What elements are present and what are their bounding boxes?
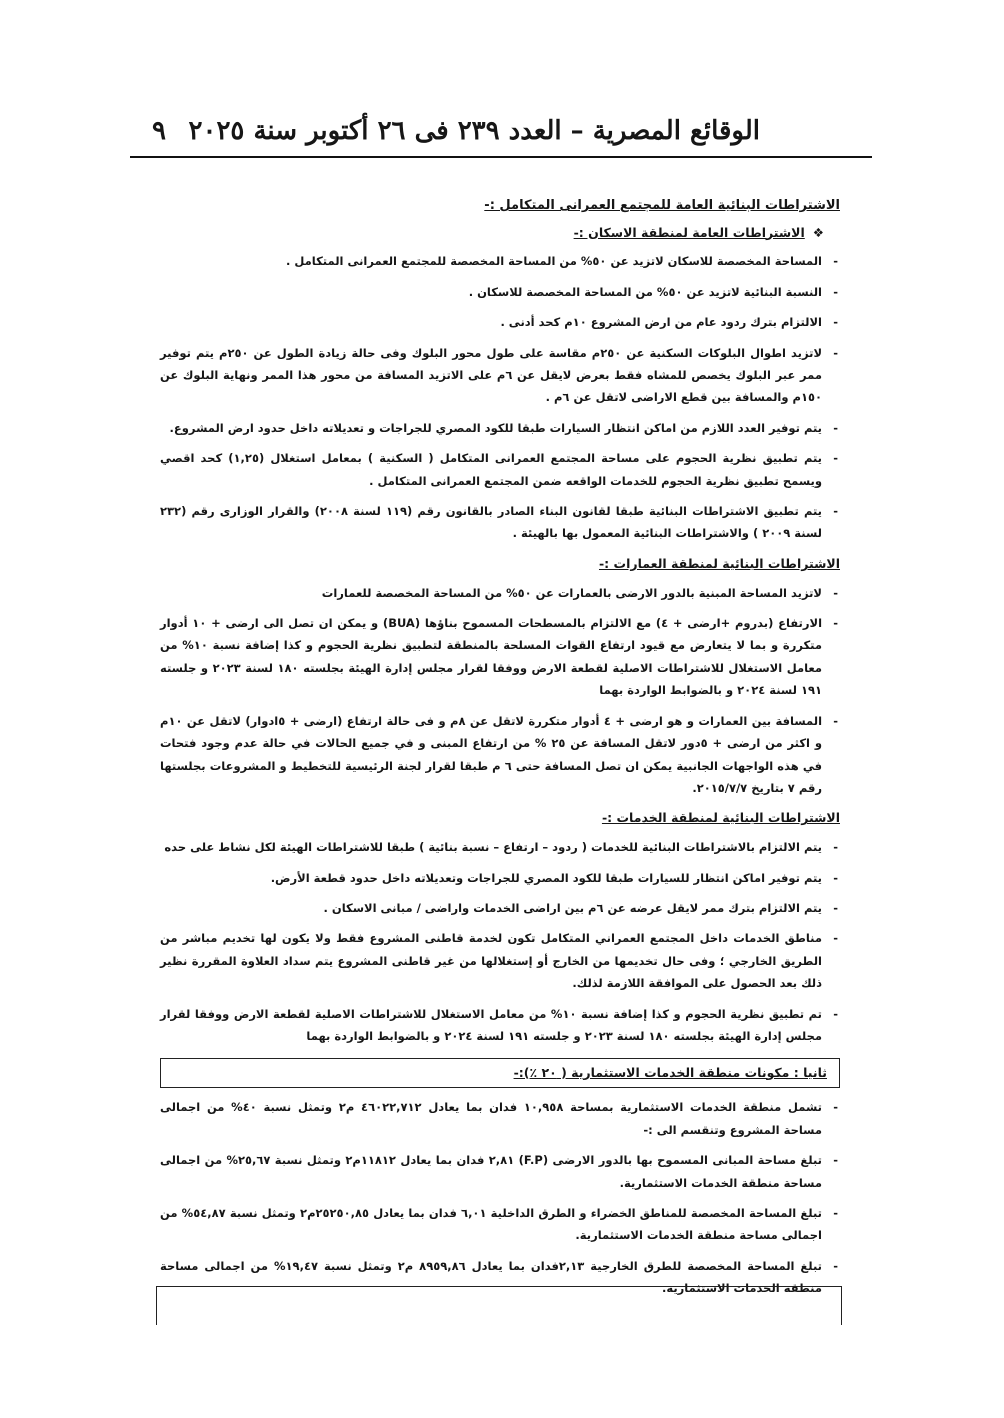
housing-conditions-list (160, 250, 840, 545)
list-item: - يتم الالتزام بترك ممر لايقل عرضه عن ٦م بين اراضى الخدمات واراضى / مبانى الاسكان . (160, 897, 840, 919)
list-item: - تم تطبيق نظرية الحجوم و كذا إضافة نسبة ١٠% من معامل الاستغلال للاشتراطات الاصلية لقطعة الارض ووفقا لقرار مجلس إدارة الهيئة بجلسته ١٨٠ لسنة ٢٠٢٣ و جلسته ١٩١ لسنة ٢٠٢٤ و بالضوابط الواردة بهما (160, 1003, 840, 1048)
investment-services-title: ثانيا : مكونات منطقة الخدمات الاستثمارية ( ٢٠ ٪):- (160, 1058, 840, 1089)
gazette-header-title: الوقائع المصرية – العدد ٢٣٩ فى ٢٦ أكتوبر سنة ٢٠٢٥ (188, 116, 760, 146)
list-item: - المساحة المخصصة للاسكان لاتزيد عن ٥٠% من المساحة المخصصة للمجتمع العمرانى المتكامل . (160, 250, 840, 272)
services-conditions-list (160, 836, 840, 1047)
buildings-section-title: الاشتراطات البنائية لمنطقة العمارات :- (598, 555, 840, 571)
housing-section-title (160, 224, 824, 243)
diamond-bullet-icon: ❖ (812, 224, 824, 240)
buildings-conditions-list (160, 582, 840, 800)
list-item: - تبلغ المساحة المخصصة للمناطق الخضراء و الطرق الداخلية ٦,٠١ فدان بما يعادل ٢٥٢٥٠,٨٥م٢ وتمثل نسبة ٥٤,٨٧% من اجمالى مساحة منطقة الخدمات الاستثمارية. (160, 1202, 840, 1247)
investment-services-list (160, 1096, 840, 1299)
list-item: - يتم الالتزام بالاشتراطات البنائية للخدمات ( ردود – ارتفاع – نسبة بنائية ) طبقا للاشتراطات الهيئة لكل نشاط على حده (160, 836, 840, 858)
page-header (130, 108, 872, 158)
list-item: - يتم تطبيق نظرية الحجوم على مساحة المجتمع العمرانى المتكامل ( السكنية ) بمعامل استغلال (١,٢٥) كحد اقصي ويسمح تطبيق نظرية الحجوم للخدمات الواقعه ضمن المجتمع العمرانى المتكامل . (160, 447, 840, 492)
document-body (160, 196, 840, 1310)
list-item: - لاتزيد اطوال البلوكات السكنية عن ٢٥٠م مقاسة على طول محور البلوك وفى حالة زيادة الطول عن ٢٥٠م يتم توفير ممر عبر البلوك يخصص للمشاه فقط بعرض لايقل عن ٦م على الاتزيد المسافة من محور هذا الممر ونهاية البلوك عن ١٥٠م والمسافة بين قطع الاراضى لاتقل عن ٦م . (160, 342, 840, 409)
list-item: - يتم توفير اماكن انتظار للسيارات طبقا للكود المصري للجراجات وتعديلاته داخل حدود قطعة الأرض. (160, 867, 840, 889)
list-item: - الارتفاع (بدروم +ارضى + ٤) مع الالتزام بالمسطحات المسموح بناؤها (BUA) و يمكن ان تصل الى ارضى + ١٠ أدوار متكررة و بما لا يتعارض مع قيود ارتفاع القوات المسلحة بالمنطقة لتطبيق نظرية الحجوم و كذا إضافة نسبة ١٠% من معامل الاستغلال للاشتراطات الاصلية لقطعة الارض ووفقا لقرار مجلس إدارة الهيئة بجلسته ١٨٠ لسنة ٢٠٢٣ و جلسته ١٩١ لسنة ٢٠٢٤ و بالضوابط الواردة بهما (160, 612, 840, 702)
list-item: - تبلغ المساحة المخصصة للطرق الخارجية ٢,١٣فدان بما يعادل ٨٩٥٩,٨٦ م٢ وتمثل نسبة ١٩,٤٧% من اجمالى مساحة منطقة الخدمات الاستثمارية. (160, 1255, 840, 1300)
list-item: - تشمل منطقة الخدمات الاستثمارية بمساحة ١٠,٩٥٨ فدان بما يعادل ٤٦٠٢٢,٧١٢ م٢ وتمثل نسبة ٤٠% من اجمالى مساحة المشروع وتنقسم الى :- (160, 1096, 840, 1141)
services-section-title: الاشتراطات البنائية لمنطقة الخدمات :- (601, 810, 840, 826)
list-item: - الالتزام بترك ردود عام من ارض المشروع ١٠م كحد أدنى . (160, 311, 840, 333)
housing-section-title-text: الاشتراطات العامة لمنطقة الاسكان :- (573, 224, 805, 240)
list-item: - المسافة بين العمارات و هو ارضى + ٤ أدوار متكررة لاتقل عن ٨م و فى حالة ارتفاع (ارضى + ٥ادوار) لاتقل عن ١٠م و اكثر من ارضى + ٥دور لاتقل المسافة عن ٢٥ % من ارتفاع المبنى و في جميع الحالات في حالة عدم وجود فتحات في هذه الواجهات الجانبية يمكن ان تصل المسافة حتى ٦ م طبقا لقرار لجنة الرئيسية للتخطيط و المشروعات بجلستها رقم ٧ بتاريخ ٢٠١٥/٧/٧. (160, 710, 840, 800)
list-item: - مناطق الخدمات داخل المجتمع العمراني المتكامل تكون لخدمة قاطنى المشروع فقط ولا يكون لها تخديم مباشر من الطريق الخارجي ؛ وفى حال تخديمها من الخارج أو إستغلالها من غير قاطنى المشروع يتم سداد العلاوة المقررة نظير ذلك بعد الحصول على الموافقة اللازمة لذلك. (160, 927, 840, 994)
page-number: ٩ (152, 116, 166, 146)
bottom-table-frame (156, 1286, 842, 1325)
list-item: - يتم تطبيق الاشتراطات البنائية طبقا لقانون البناء الصادر بالقانون رقم (١١٩ لسنة ٢٠٠٨) والقرار الوزارى رقم (٢٣٢ لسنة ٢٠٠٩ ) والاشتراطات البنائية المعمول بها بالهيئة . (160, 500, 840, 545)
general-conditions-title: الاشتراطات البنائية العامة للمجتمع العمرانى المتكامل :- (484, 198, 840, 213)
list-item: - لاتزيد المساحة المبنية بالدور الارضى بالعمارات عن ٥٠% من المساحة المخصصة للعمارات (160, 582, 840, 604)
list-item: - تبلغ مساحة المبانى المسموح بها بالدور الارضى (F.P) ٢,٨١ فدان بما يعادل ١١٨١٢م٢ وتمثل نسبة ٢٥,٦٧% من اجمالى مساحة منطقة الخدمات الاستثمارية. (160, 1149, 840, 1194)
list-item: - النسبة البنائية لاتزيد عن ٥٠% من المساحة المخصصة للاسكان . (160, 281, 840, 303)
list-item: - يتم توفير العدد اللازم من اماكن انتظار السيارات طبقا للكود المصري للجراجات و تعديلاته داخل حدود ارض المشروع. (160, 417, 840, 439)
